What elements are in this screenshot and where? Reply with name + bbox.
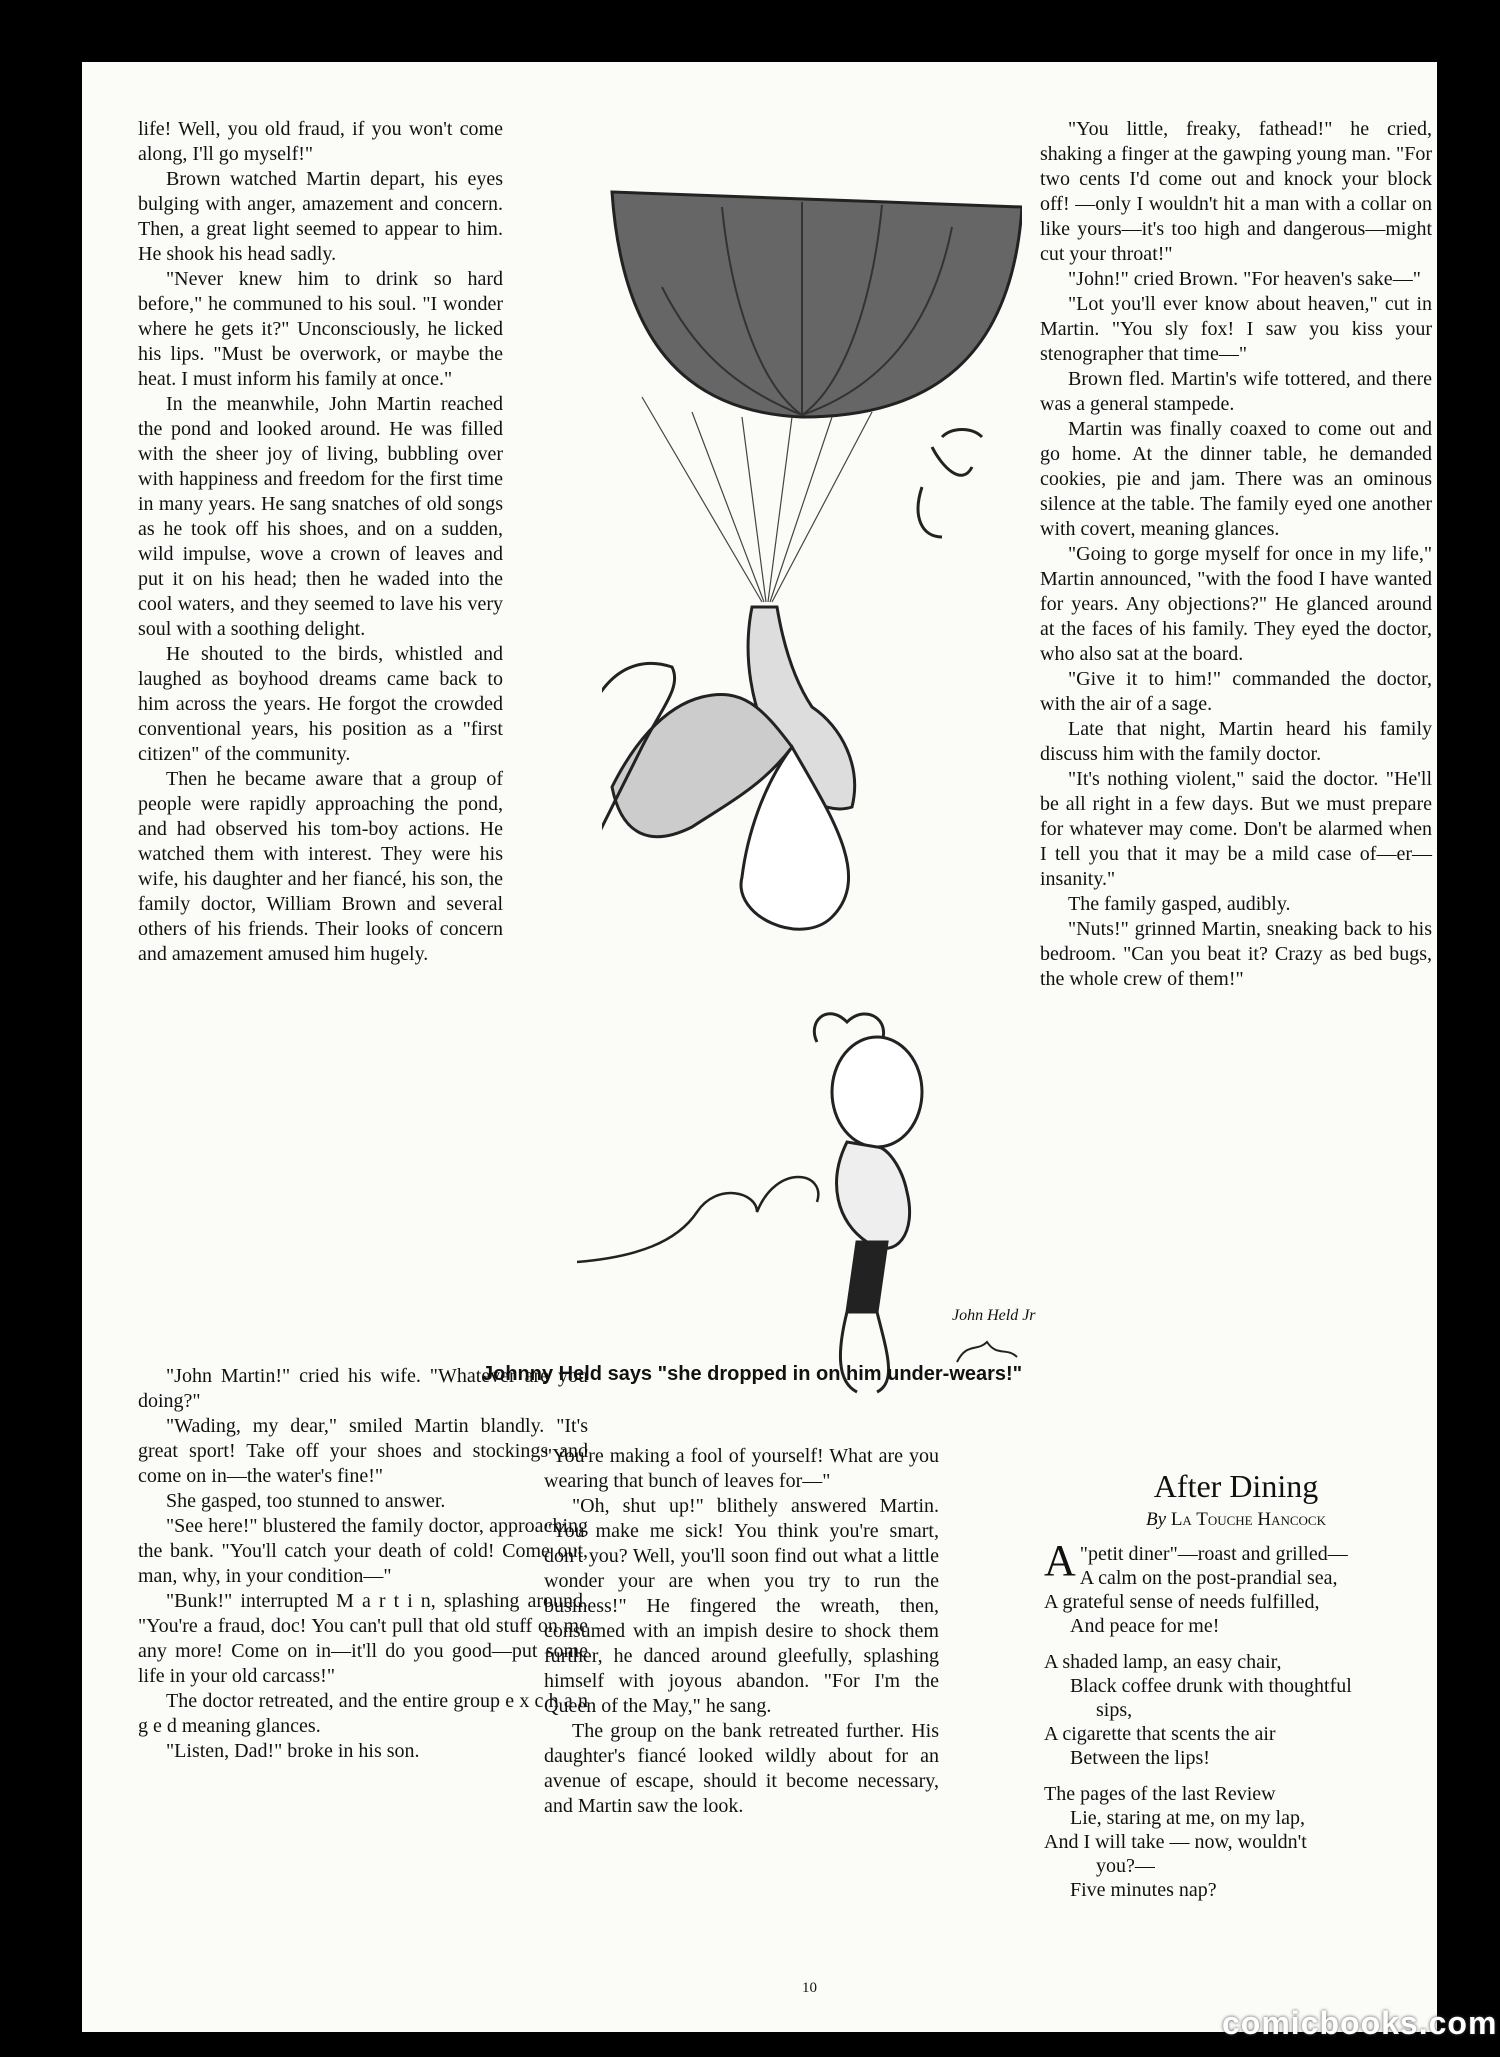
paragraph: Martin was finally coaxed to come out and go home. At the dinner table, he demanded cookies, pie and jam. There was an ominous silence at the table. The family eyed one another with covert, meaning glances.	[1040, 418, 1432, 540]
artist-signature: John Held Jr	[952, 1307, 1036, 1324]
paragraph: "Bunk!" interrupted M a r t i n, splashing around. "You're a fraud, doc! You can't pull that old stuff on me any more! Come on in—it'll do you good—put some life in your old carcass!"	[138, 1590, 588, 1687]
paragraph: "John Martin!" cried his wife. "Whatever are you doing?"	[138, 1365, 588, 1412]
paragraph: She gasped, too stunned to answer.	[166, 1490, 446, 1512]
poem-line: Black coffee drunk with thoughtful	[1070, 1675, 1352, 1697]
paragraph: "See here!" blustered the family doctor, approaching the bank. "You'll catch your death of cold! Come out, man, why, in your condition—"	[138, 1515, 588, 1587]
paragraph: He shouted to the birds, whistled and laughed as boyhood dreams came back to him across the years. He forgot the crowded conventional years, his position as a "first citizen" of the community.	[138, 643, 503, 765]
paragraph: "Going to gorge myself for once in my life," Martin announced, "with the food I have wanted for years. Any objections?" He glanced around at the faces of his family. They eyed the doctor, who also sat at the board.	[1040, 543, 1432, 665]
paragraph: The doctor retreated, and the entire group e x c h a n g e d meaning glances.	[138, 1690, 588, 1737]
magazine-page	[82, 62, 1437, 2032]
drop-cap: A	[1044, 1536, 1076, 1585]
paragraph: Then he became aware that a group of people were rapidly approaching the pond, and had observed his tom-boy actions. He watched them with interest. They were his wife, his daughter and her fiancé, his son, the family doctor, William Brown and several others of his friends. Their looks of concern and amazement amused him hugely.	[138, 768, 503, 965]
paragraph: "You little, freaky, fathead!" he cried, shaking a finger at the gawping young man. "For two cents I'd come out and knock your block off! —only I wouldn't hit a man with a collar on like yours—it's too high and dangerous—might cut your throat!"	[1040, 118, 1432, 265]
poem-line: A grateful sense of needs fulfilled,	[1044, 1591, 1320, 1613]
paragraph: "Lot you'll ever know about heaven," cut in Martin. "You sly fox! I saw you kiss your stenographer that time—"	[1040, 293, 1432, 365]
paragraph: The group on the bank retreated further. His daughter's fiancé looked wildly about for an avenue of escape, should it become necessary, and Martin saw the look.	[544, 1720, 939, 1817]
paragraph: "Give it to him!" commanded the doctor, with the air of a sage.	[1040, 668, 1432, 715]
poem-author: La Touche Hancock	[1170, 1509, 1326, 1530]
boy-illustration	[577, 962, 1097, 1402]
poem-stanza	[1044, 1650, 1444, 1770]
poem-line: you?—	[1096, 1855, 1155, 1877]
paragraph: The family gasped, audibly.	[1068, 893, 1291, 915]
story-column-3	[1040, 117, 1432, 992]
illustration-caption: Johnny Held says "she dropped in on him under-wears!"	[482, 1363, 1023, 1385]
poem-line: "petit diner"—roast and grilled—	[1079, 1543, 1348, 1565]
paragraph: life! Well, you old fraud, if you won't come along, I'll go myself!"	[138, 118, 503, 165]
story-column-2-lower	[544, 1444, 939, 1819]
paragraph: "It's nothing violent," said the doctor. "He'll be all right in a few days. But we must prepare for whatever may come. Don't be alarmed when I tell you that it may be a mild case of—er—insanity."	[1040, 768, 1432, 890]
poem-line: And peace for me!	[1070, 1615, 1220, 1637]
poem-byline	[1040, 1509, 1432, 1531]
byline-prefix: By	[1146, 1509, 1167, 1530]
poem-line: A calm on the post-prandial sea,	[1079, 1567, 1338, 1589]
poem-line: Lie, staring at me, on my lap,	[1070, 1807, 1305, 1829]
story-column-1-lower	[138, 1364, 588, 1764]
poem-stanza	[1044, 1782, 1444, 1902]
paragraph: Brown watched Martin depart, his eyes bulging with anger, amazement and concern. Then, a great light seemed to appear to him. He shook his head sadly.	[138, 168, 503, 265]
poem-line: A cigarette that scents the air	[1044, 1723, 1276, 1745]
story-column-1	[138, 117, 503, 967]
paragraph: "Never knew him to drink so hard before," he communed to his soul. "I wonder where he gets it?" Unconsciously, he licked his lips. "Must be overwork, or maybe the heat. I must inform his family at once."	[138, 268, 503, 390]
poem-line: A shaded lamp, an easy chair,	[1044, 1651, 1282, 1673]
poem-line: Between the lips!	[1070, 1747, 1210, 1769]
paragraph: "Oh, shut up!" blithely answered Martin. "You make me sick! You think you're smart, don't you? Well, you'll soon find out what a little wonder your are when you try to run the business!" He fingered the wreath, then, consumed with an impish desire to shock them further, he danced around gleefully, splashing himself with joyous abandon. "For I'm the Queen of the May," he sang.	[544, 1495, 939, 1717]
poem-stanza	[1044, 1536, 1444, 1638]
parachute-illustration	[602, 187, 1022, 967]
poem-line: sips,	[1096, 1699, 1133, 1721]
poem-line: Five minutes nap?	[1070, 1879, 1217, 1901]
paragraph: In the meanwhile, John Martin reached the pond and looked around. He was filled with the sheer joy of living, bubbling over with happiness and freedom for the first time in many years. He sang snatches of old songs as he took off his shoes, and on a sudden, wild impulse, wove a crown of leaves and put it on his head; then he waded into the cool waters, and they seemed to lave his very soul with a soothing delight.	[138, 393, 503, 640]
paragraph: "Wading, my dear," smiled Martin blandly. "It's great sport! Take off your shoes and stockings and come on in—the water's fine!"	[138, 1415, 588, 1487]
paragraph: "Nuts!" grinned Martin, sneaking back to his bedroom. "Can you beat it? Crazy as bed bugs, the whole crew of them!"	[1040, 918, 1432, 990]
paragraph: Brown fled. Martin's wife tottered, and there was a general stampede.	[1040, 368, 1432, 415]
paragraph: Late that night, Martin heard his family discuss him with the family doctor.	[1040, 718, 1432, 765]
paragraph: "You're making a fool of yourself! What are you wearing that bunch of leaves for—"	[544, 1445, 939, 1492]
poem-line: And I will take — now, wouldn't	[1044, 1831, 1307, 1853]
paragraph: "Listen, Dad!" broke in his son.	[166, 1740, 420, 1762]
poem-title: After Dining	[1153, 1468, 1319, 1504]
poem-body	[1044, 1536, 1444, 1914]
watermark: comicbooks.com	[1222, 2005, 1498, 2041]
page-number: 10	[802, 1980, 817, 1996]
poem-line: The pages of the last Review	[1044, 1783, 1276, 1805]
paragraph: "John!" cried Brown. "For heaven's sake—"	[1068, 268, 1421, 290]
